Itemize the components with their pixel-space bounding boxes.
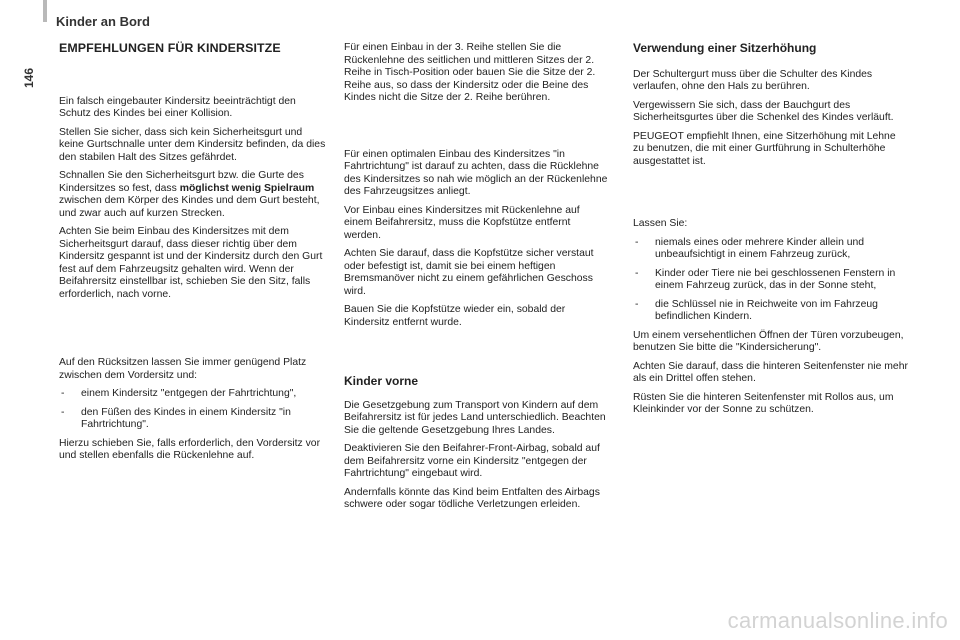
page-number bbox=[22, 56, 36, 100]
list-item: - einem Kindersitz "entgegen der Fahrtrichtung", bbox=[59, 388, 327, 401]
column-right bbox=[633, 42, 909, 423]
page-number-text: 146 bbox=[22, 67, 36, 89]
paragraph-spielraum bbox=[59, 170, 327, 220]
paragraph: Bauen Sie die Kopfstütze wieder ein, sobald der Kindersitz entfernt wurde. bbox=[344, 304, 566, 328]
list-item: - den Füßen des Kindes in einem Kindersitz "in Fahrtrichtung". bbox=[59, 407, 327, 432]
watermark: carmanualsonline.info bbox=[727, 608, 948, 633]
heading-sitzerhoehung: Verwendung einer Sitzerhöhung bbox=[633, 41, 817, 55]
column-left bbox=[59, 42, 327, 469]
paragraph: Der Schultergurt muss über die Schulter des Kindes verlaufen, ohne den Hals zu berühren. bbox=[633, 68, 873, 92]
paragraph: Achten Sie darauf, dass die hinteren Seitenfenster nie mehr als ein Drittel offen stehen. bbox=[633, 360, 908, 384]
paragraph: Vor Einbau eines Kindersitzes mit Rückenlehne auf einem Beifahrersitz, muss die Kopfstütze entfernt werden. bbox=[344, 204, 580, 241]
paragraph: Rüsten Sie die hinteren Seitenfenster mit Rollos aus, um Kleinkinder vor der Sonne zu schützen. bbox=[633, 391, 894, 415]
paragraph: Vergewissern Sie sich, dass der Bauchgurt des Sicherheitsgurtes über die Schenkel des Kindes verläuft. bbox=[633, 99, 894, 123]
dash-list-lassen-sie bbox=[633, 237, 909, 324]
section-title: Kinder an Bord bbox=[56, 14, 150, 29]
list-item: - niemals eines oder mehrere Kinder allein und unbeaufsichtigt in einem Fahrzeug zurück, bbox=[633, 237, 909, 262]
heading-kinder-vorne: Kinder vorne bbox=[344, 374, 419, 388]
paragraph: Andernfalls könnte das Kind beim Entfalten des Airbags schwere oder sogar tödliche Verletzungen erleiden. bbox=[344, 486, 600, 510]
list-item: - Kinder oder Tiere nie bei geschlossenen Fenstern in einem Fahrzeug zurück, das in der Sonne steht, bbox=[633, 268, 909, 293]
paragraph: Die Gesetzgebung zum Transport von Kindern auf dem Beifahrersitz ist für jedes Land unterschiedlich. Beachten Sie die geltende Gesetzgebung Ihres Landes. bbox=[344, 399, 606, 436]
dash-list-rear-seats bbox=[59, 388, 327, 432]
heading-empfehlungen: EMPFEHLUNGEN FÜR KINDERSITZE bbox=[59, 41, 281, 55]
paragraph: Für einen optimalen Einbau des Kindersitzes "in Fahrtrichtung" ist darauf zu achten, dass die Rücklehne des Kindersitzes so nah wie möglich an der Rückenlehne des Fahrzeugsitzes anliegt. bbox=[344, 148, 608, 197]
paragraph: Um einem versehentlichen Öffnen der Türen vorzubeugen, benutzen Sie bitte die "Kindersicherung". bbox=[633, 329, 904, 353]
text-run: Schnallen Sie den Sicherheitsgurt bzw. die Gurte des Kindersitzes so fest, dass bbox=[59, 170, 304, 194]
paragraph: Hierzu schieben Sie, falls erforderlich, den Vordersitz vor und stellen ebenfalls die Rückenlehne auf. bbox=[59, 437, 321, 461]
bold-text-spielraum: möglichst wenig Spielraum bbox=[179, 182, 315, 194]
paragraph: Lassen Sie: bbox=[633, 218, 688, 229]
paragraph: Für einen Einbau in der 3. Reihe stellen Sie die Rückenlehne des seitlichen und mittleren Sitzes der 2. Reihe in Tisch-Position oder bauen Sie die Sitze der 2. Reihe aus, so dass der Kindersitz oder die Beine des Kindes nicht die Sitze der 2. Reihe berühren. bbox=[344, 42, 596, 103]
column-middle bbox=[344, 42, 608, 518]
text-run: zwischen dem Körper des Kindes und dem Gurt besteht, und zwar auch auf kurzen Strecken. bbox=[59, 195, 320, 219]
paragraph: Stellen Sie sicher, dass sich kein Sicherheitsgurt und keine Gurtschnalle unter dem Kindersitz befinden, da dies den stabilen Halt des Sitzes gefährdet. bbox=[59, 126, 326, 163]
paragraph: Achten Sie darauf, dass die Kopfstütze sicher verstaut oder befestigt ist, damit sie bei einem heftigen Bremsmanöver nicht zu einem gefährlichen Geschoss wird. bbox=[344, 248, 594, 297]
paragraph: Deaktivieren Sie den Beifahrer-Front-Airbag, sobald auf dem Beifahrersitz vorne ein Kindersitz "entgegen der Fahrtrichtung" eingebaut wird. bbox=[344, 443, 600, 479]
paragraph: Achten Sie beim Einbau des Kindersitzes mit dem Sicherheitsgurt darauf, dass dieser richtig über dem Kindersitz gespannt ist und der Kindersitz durch den Gurt fest auf dem Fahrzeugsitz gehalten wird. Wenn der Beifahrersitz einstellbar ist, schieben Sie den Sitz, falls erforderlich, nach vorne. bbox=[59, 226, 323, 300]
paragraph: PEUGEOT empfiehlt Ihnen, eine Sitzerhöhung mit Lehne zu benutzen, die mit einer Gurtführung in Schulterhöhe ausgestattet ist. bbox=[633, 130, 896, 167]
header-accent-bar bbox=[43, 0, 47, 22]
list-item: - die Schlüssel nie in Reichweite von im Fahrzeug befindlichen Kindern. bbox=[633, 299, 909, 324]
paragraph: Auf den Rücksitzen lassen Sie immer genügend Platz zwischen dem Vordersitz und: bbox=[59, 357, 307, 381]
paragraph: Ein falsch eingebauter Kindersitz beeinträchtigt den Schutz des Kindes bei einer Kollision. bbox=[59, 95, 296, 119]
